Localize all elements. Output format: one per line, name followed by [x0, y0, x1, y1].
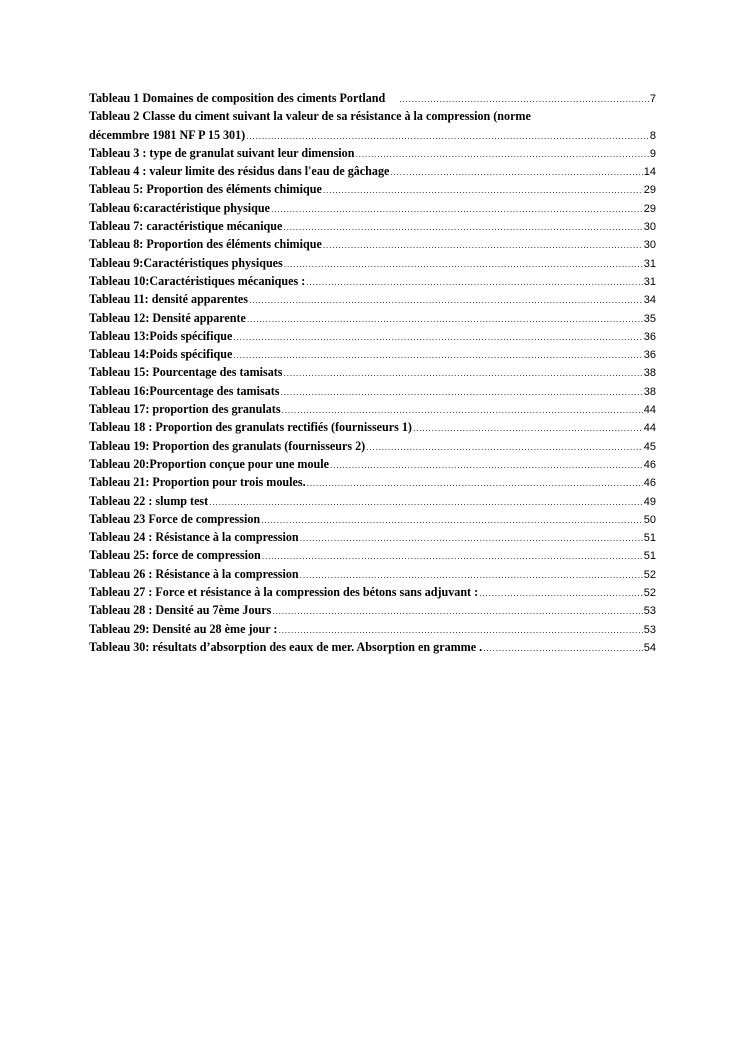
toc-entry-page: 30	[643, 221, 656, 234]
toc-entry-list	[89, 144, 656, 656]
toc-entry-page: 14	[643, 166, 656, 179]
dot-leader	[278, 621, 642, 639]
dot-leader	[284, 364, 643, 382]
dot-leader	[390, 163, 642, 181]
dot-leader	[323, 236, 643, 254]
toc-entry[interactable]	[89, 437, 656, 455]
toc-entry-title: Tableau 26 : Résistance à la compression	[89, 566, 299, 581]
toc-entry-title: Tableau 27 : Force et résistance à la compression des bétons sans adjuvant :	[89, 585, 479, 600]
dot-leader	[280, 383, 642, 401]
toc-entry-title: Tableau 29: Densité au 28 ème jour :	[89, 621, 278, 636]
toc-entry[interactable]	[89, 180, 656, 198]
toc-entry-page: 50	[643, 513, 656, 526]
toc-entry[interactable]	[89, 546, 656, 564]
toc-entry[interactable]	[89, 345, 656, 363]
dot-leader	[233, 346, 642, 364]
toc-entry[interactable]	[89, 162, 656, 180]
toc-entry-page: 52	[643, 587, 656, 600]
dot-leader	[271, 200, 643, 218]
dot-leader	[233, 328, 642, 346]
toc-entry-page: 8	[649, 129, 656, 142]
toc-entry-title: Tableau 10:Caractéristiques mécaniques :	[89, 273, 306, 288]
toc-entry[interactable]	[89, 363, 656, 381]
dot-leader	[399, 90, 649, 108]
toc-entry-title: Tableau 28 : Densité au 7ème Jours	[89, 603, 272, 618]
toc-entry-page: 29	[643, 202, 656, 215]
toc-entry[interactable]	[89, 327, 656, 345]
toc-entry[interactable]	[89, 400, 656, 418]
toc-entry[interactable]	[89, 290, 656, 308]
toc-entry-title: Tableau 5: Proportion des éléments chimique	[89, 182, 322, 197]
dot-leader	[307, 474, 643, 492]
toc-entry-title: Tableau 13:Poids spécifique	[89, 328, 233, 343]
toc-entry-page: 46	[643, 458, 656, 471]
toc-entry-title: Tableau 6:caractéristique physique	[89, 200, 270, 215]
toc-entry[interactable]	[89, 272, 656, 290]
toc-entry[interactable]	[89, 144, 656, 162]
toc-entry-page: 30	[643, 239, 656, 252]
toc-entry-title: Tableau 30: résultats d’absorption des eaux de mer. Absorption en gramme .	[89, 639, 483, 654]
toc-entry-title: décemmbre 1981 NF P 15 301)	[89, 127, 246, 142]
toc-entry[interactable]	[89, 565, 656, 583]
toc-entry-title: Tableau 14:Poids spécifique	[89, 347, 233, 362]
toc-entry-page: 36	[643, 349, 656, 362]
toc-entry-title: Tableau 1 Domaines de composition des ciments Portland	[89, 91, 386, 105]
toc-entry-title: Tableau 16:Pourcentage des tamisats	[89, 383, 280, 398]
toc-entry-title: Tableau 3 : type de granulat suivant leur dimension	[89, 145, 355, 160]
toc-entry-title: Tableau 21: Proportion pour trois moules.	[89, 475, 306, 490]
dot-leader	[246, 127, 649, 145]
dot-leader	[247, 310, 643, 328]
dot-leader	[209, 493, 643, 511]
toc-entry-page: 31	[643, 257, 656, 270]
toc-entry[interactable]	[89, 309, 656, 327]
toc-entry[interactable]	[89, 492, 656, 510]
toc-entry-title: Tableau 7: caractéristique mécanique	[89, 219, 283, 234]
toc-entry-page: 44	[643, 404, 656, 417]
toc-entry[interactable]	[89, 455, 656, 473]
toc-entry[interactable]	[89, 89, 656, 107]
toc-entry-page: 7	[649, 93, 656, 105]
toc-entry[interactable]	[89, 583, 656, 601]
toc-entry[interactable]	[89, 199, 656, 217]
toc-entry[interactable]	[89, 510, 656, 528]
toc-entry-page: 38	[643, 367, 656, 380]
toc-entry-page: 38	[643, 385, 656, 398]
toc-entry-title: Tableau 4 : valeur limite des résidus dans l'eau de gâchage	[89, 164, 390, 179]
dot-leader	[413, 419, 643, 437]
toc-entry-title: Tableau 23 Force de compression	[89, 511, 261, 526]
toc-entry-title: Tableau 19: Proportion des granulats (fournisseurs 2)	[89, 438, 366, 453]
toc-entry[interactable]	[89, 126, 656, 144]
toc-entry-page: 53	[643, 605, 656, 618]
toc-entry-title: Tableau 25: force de compression	[89, 548, 261, 563]
dot-leader	[261, 511, 643, 529]
toc-entry-title: Tableau 18 : Proportion des granulats rectifiés (fournisseurs 1)	[89, 420, 412, 435]
toc-entry-page: 36	[643, 330, 656, 343]
toc-entry-page: 49	[643, 495, 656, 508]
toc-entry-page: 51	[643, 532, 656, 545]
toc-entry[interactable]	[89, 601, 656, 619]
toc-entry[interactable]	[89, 473, 656, 491]
dot-leader	[262, 547, 643, 565]
dot-leader	[366, 438, 643, 456]
toc-entry-page: 9	[649, 147, 656, 160]
toc-entry-title: Tableau 15: Pourcentage des tamisats	[89, 365, 283, 380]
toc-entry-page: 35	[643, 312, 656, 325]
dot-leader	[306, 273, 643, 291]
toc-entry-page: 46	[643, 477, 656, 490]
toc-entry-title: Tableau 11: densité apparentes	[89, 292, 248, 307]
toc-entry-page: 51	[643, 550, 656, 563]
toc-entry-title: Tableau 9:Caractéristiques physiques	[89, 255, 283, 270]
toc-entry[interactable]	[89, 620, 656, 638]
toc-entry-title: Tableau 12: Densité apparente	[89, 310, 246, 325]
dot-leader	[284, 255, 643, 273]
toc-entry-page: 54	[643, 641, 656, 654]
dot-leader	[283, 218, 642, 236]
toc-entry[interactable]	[89, 638, 656, 656]
table-of-tables	[89, 89, 656, 656]
toc-entry[interactable]	[89, 217, 656, 235]
toc-entry-page: 53	[643, 623, 656, 636]
toc-entry-page: 31	[643, 275, 656, 288]
toc-entry-title: Tableau 24 : Résistance à la compression	[89, 530, 299, 545]
toc-entry-page: 45	[643, 440, 656, 453]
toc-entry-title: Tableau 22 : slump test	[89, 493, 209, 508]
dot-leader	[355, 145, 648, 163]
toc-entry-title: Tableau 17: proportion des granulats	[89, 402, 281, 417]
toc-entry-page: 34	[643, 294, 656, 307]
toc-entry[interactable]	[89, 254, 656, 272]
toc-entry-title-line[interactable]: Tableau 2 Classe du ciment suivant la valeur de sa résistance à la compression (norme	[89, 109, 531, 124]
toc-entry[interactable]	[89, 528, 656, 546]
dot-leader	[479, 584, 643, 602]
toc-entry[interactable]	[89, 235, 656, 253]
dot-leader	[300, 529, 643, 547]
toc-entry[interactable]	[89, 382, 656, 400]
dot-leader	[330, 456, 643, 474]
toc-entry[interactable]	[89, 418, 656, 436]
dot-leader	[483, 639, 643, 657]
dot-leader	[282, 401, 643, 419]
toc-entry-page: 52	[643, 568, 656, 581]
dot-leader	[300, 566, 643, 584]
dot-leader	[272, 602, 642, 620]
toc-entry-title: Tableau 20:Proportion conçue pour une moule	[89, 456, 329, 471]
toc-entry-page: 44	[643, 422, 656, 435]
dot-leader	[323, 181, 643, 199]
toc-entry-title: Tableau 8: Proportion des éléments chimique	[89, 237, 322, 252]
dot-leader	[249, 291, 643, 309]
toc-entry-page: 29	[643, 184, 656, 197]
